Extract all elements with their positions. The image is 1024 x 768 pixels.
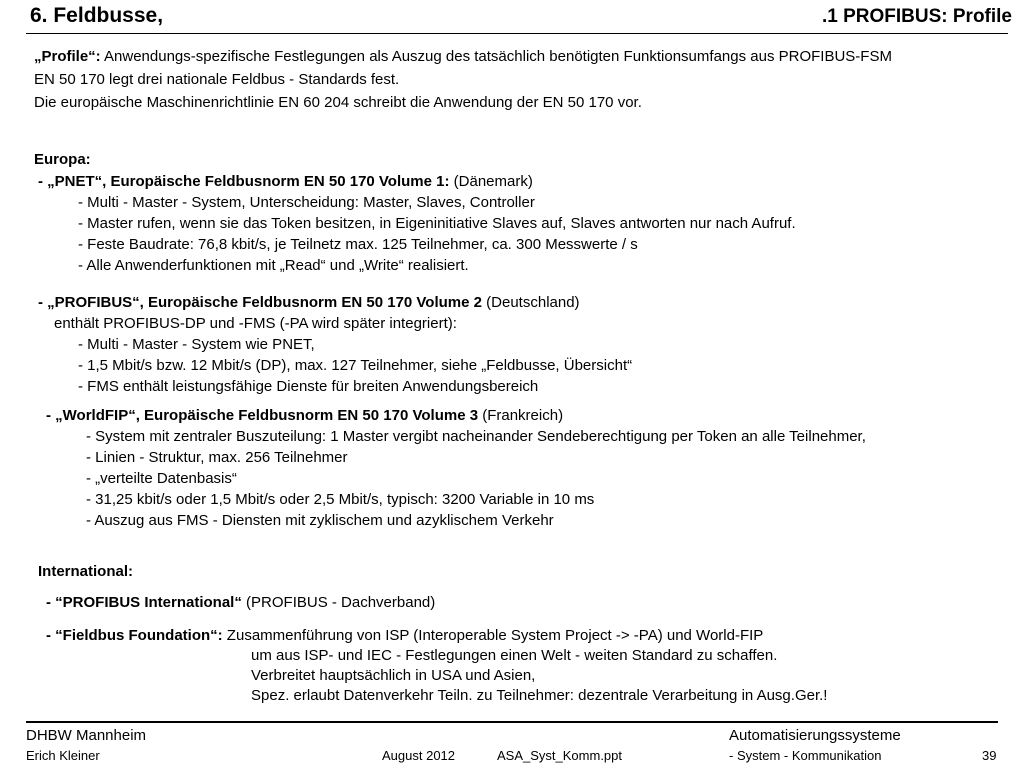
worldfip-title: - „WorldFIP“, Europäische Feldbusnorm EN 50 170 Volume 3	[46, 407, 479, 424]
profibus-item-3: - FMS enthält leistungsfähige Dienste für breiten Anwendungsbereich	[78, 378, 539, 395]
pi-rest: (PROFIBUS - Dachverband)	[241, 594, 436, 611]
worldfip-item-1: - System mit zentraler Buszuteilung: 1 Master vergibt nacheinander Sendeberechtigung per Token an alle Teilnehmer,	[86, 428, 866, 445]
pi-line	[46, 593, 435, 613]
pnet-title: - „PNET“, Europäische Feldbusnorm EN 50 170 Volume 1:	[38, 173, 450, 190]
intro-line-3: Die europäische Maschinenrichtlinie EN 60 204 schreibt die Anwendung der EN 50 170 vor.	[34, 94, 642, 111]
section-title: .1 PROFIBUS: Profile	[821, 6, 1012, 27]
ff-title: - “Fieldbus Foundation“:	[46, 627, 223, 644]
profibus-subline: enthält PROFIBUS-DP und -FMS (-PA wird später integriert):	[54, 315, 457, 332]
international-heading: International:	[38, 563, 134, 580]
pnet-item-1: - Multi - Master - System, Unterscheidung: Master, Slaves, Controller	[78, 194, 535, 211]
worldfip-country: (Frankreich)	[478, 407, 564, 424]
pnet-item-3: - Feste Baudrate: 76,8 kbit/s, je Teilnetz max. 125 Teilnehmer, ca. 300 Messwerte / s	[78, 236, 638, 253]
page-title: 6. Feldbusse,	[30, 4, 164, 27]
pnet-title-line	[38, 172, 533, 192]
ff-text-1: Zusammenführung von ISP (Interoperable System Project -> -PA) und World-FIP	[222, 627, 764, 644]
profibus-title: - „PROFIBUS“, Europäische Feldbusnorm EN 50 170 Volume 2	[38, 294, 482, 311]
header-divider	[26, 33, 1008, 34]
worldfip-item-2: - Linien - Struktur, max. 256 Teilnehmer	[86, 449, 348, 466]
europa-heading: Europa:	[34, 151, 91, 168]
ff-line-1	[46, 626, 763, 646]
intro-text: Anwendungs-spezifische Festlegungen als Auszug des tatsächlich benötigten Funktionsumfangs aus PROFIBUS-FSM	[100, 48, 892, 65]
profibus-item-1: - Multi - Master - System wie PNET,	[78, 336, 315, 353]
intro-line-1	[34, 47, 892, 67]
page-number: 39	[982, 748, 997, 763]
footer-divider	[26, 721, 998, 723]
intro-line-2: EN 50 170 legt drei nationale Feldbus - Standards fest.	[34, 71, 400, 88]
worldfip-item-4: - 31,25 kbit/s oder 1,5 Mbit/s oder 2,5 Mbit/s, typisch: 3200 Variable in 10 ms	[86, 491, 595, 508]
ff-line-2: um aus ISP- und IEC - Festlegungen einen Welt - weiten Standard zu schaffen.	[251, 647, 778, 664]
pnet-country: (Dänemark)	[449, 173, 533, 190]
profibus-country: (Deutschland)	[482, 294, 580, 311]
footer-course: Automatisierungssysteme	[729, 727, 901, 744]
profibus-item-2: - 1,5 Mbit/s bzw. 12 Mbit/s (DP), max. 127 Teilnehmer, siehe „Feldbusse, Übersicht“	[78, 357, 633, 374]
footer-date: August 2012	[382, 748, 456, 763]
worldfip-title-line	[46, 406, 563, 426]
ff-line-3: Verbreitet hauptsächlich in USA und Asien,	[251, 667, 536, 684]
pi-prefix: -	[46, 594, 56, 611]
pnet-item-2: - Master rufen, wenn sie das Token besitzen, in Eigeninitiative Slaves auf, Slaves antworten nur nach Aufruf.	[78, 215, 796, 232]
worldfip-item-5: - Auszug aus FMS - Diensten mit zyklischem und azyklischem Verkehr	[86, 512, 554, 529]
worldfip-item-3: - „verteilte Datenbasis“	[86, 470, 237, 487]
pnet-item-4: - Alle Anwenderfunktionen mit „Read“ und „Write“ realisiert.	[78, 257, 469, 274]
pi-title: “PROFIBUS International“	[55, 594, 242, 611]
footer-author: Erich Kleiner	[26, 748, 100, 763]
ff-line-4: Spez. erlaubt Datenverkehr Teiln. zu Teilnehmer: dezentrale Verarbeitung in Ausg.Ger.!	[251, 687, 828, 704]
footer-file: ASA_Syst_Komm.ppt	[497, 748, 622, 763]
footer-institution: DHBW Mannheim	[26, 727, 147, 744]
footer-topic: - System - Kommunikation	[729, 748, 882, 763]
profibus-title-line	[38, 293, 580, 313]
intro-term: „Profile“:	[34, 48, 101, 65]
